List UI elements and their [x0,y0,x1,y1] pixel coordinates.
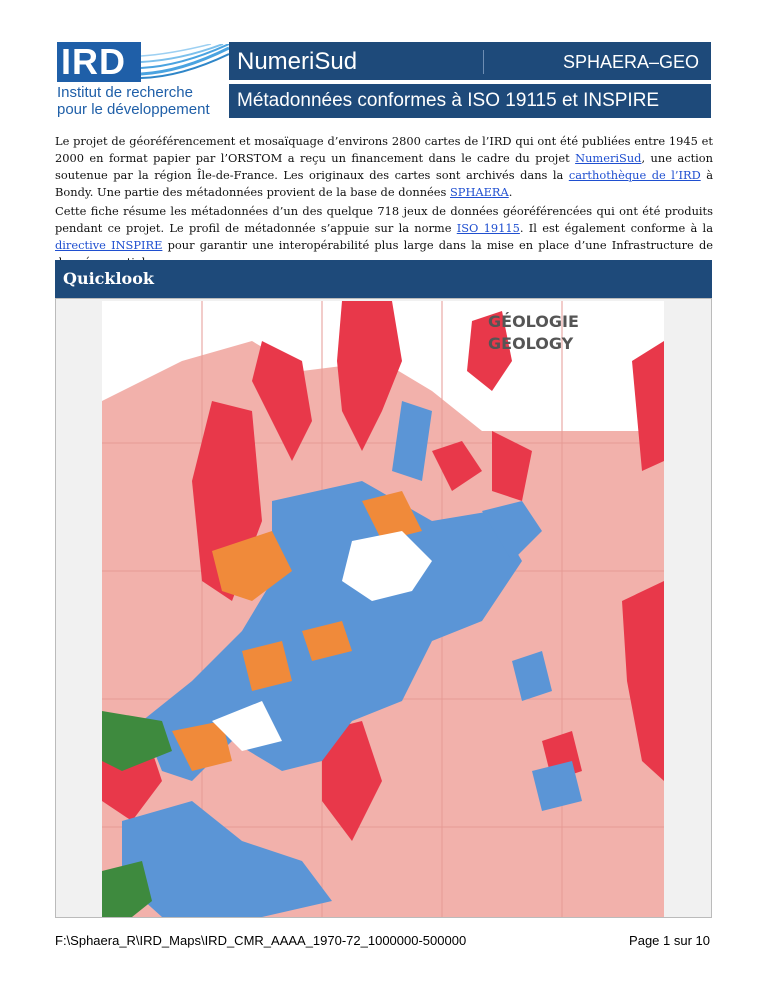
text: Cette fiche résume les métadonnées d’un des quelque 718 jeux de données géoréférencées qui ont été produits pendant ce projet. Le profil de métadonnée s’appuie sur la norme [55,204,713,235]
geology-map-svg [102,301,664,917]
description-bar [229,84,711,118]
title-separator [483,50,484,74]
link-directive-inspire[interactable]: directive INSPIRE [55,238,163,252]
link-iso-19115[interactable]: ISO 19115 [456,221,520,235]
logo-wave-graphic [141,44,229,80]
title-bar [229,42,711,80]
header-description: Métadonnées conformes à ISO 19115 et INSPIRE [237,90,660,111]
geology-map-image [102,301,664,917]
app-title: NumeriSud [237,48,358,75]
header-banner [55,42,711,118]
logo-text: IRD [57,42,141,82]
logo-line-2: pour le développement [57,101,210,118]
quicklook-heading: Quicklook [55,260,712,298]
text: à Bondy. Une partie des métadonnées provient de la base de données [55,168,714,199]
link-numerisud[interactable]: NumeriSud [575,151,642,165]
link-carthotheque[interactable]: carthothèque de l’IRD [568,168,701,182]
logo-line-1: Institut de recherche [57,84,193,101]
text: pour garantir une interopérabilité plus large dans la mise en place d’une Infrastructure de [167,238,713,252]
footer-file-path: F:\Sphaera_R\IRD_Maps\IRD_CMR_AAAA_1970-72_1000000-500000 [55,933,467,948]
footer-page-number: Page 1 sur 10 [629,933,710,948]
text: . Il est également conforme à la [519,221,713,235]
text: , une action soutenue par la région Île-de-France. Les originaux des cartes sont archivés dans la [55,151,713,182]
map-label-fr: GÉOLOGIE [488,312,579,331]
link-sphaera[interactable]: SPHAERA [449,185,509,199]
map-label-en: GEOLOGY [488,334,574,353]
text: Le projet de géoréférencement et mosaïquage d’environs 2800 cartes de l’IRD qui ont été publiées entre 1945 et 2000 en format papier par l’ORSTOM a reçu un financement dans le cadre du projet [55,134,713,165]
quicklook-frame [55,298,712,918]
intro-paragraph-1 [55,133,713,201]
app-subtitle: SPHAERA–GEO [562,52,699,72]
text: . [508,185,513,199]
ird-logo [55,42,229,118]
